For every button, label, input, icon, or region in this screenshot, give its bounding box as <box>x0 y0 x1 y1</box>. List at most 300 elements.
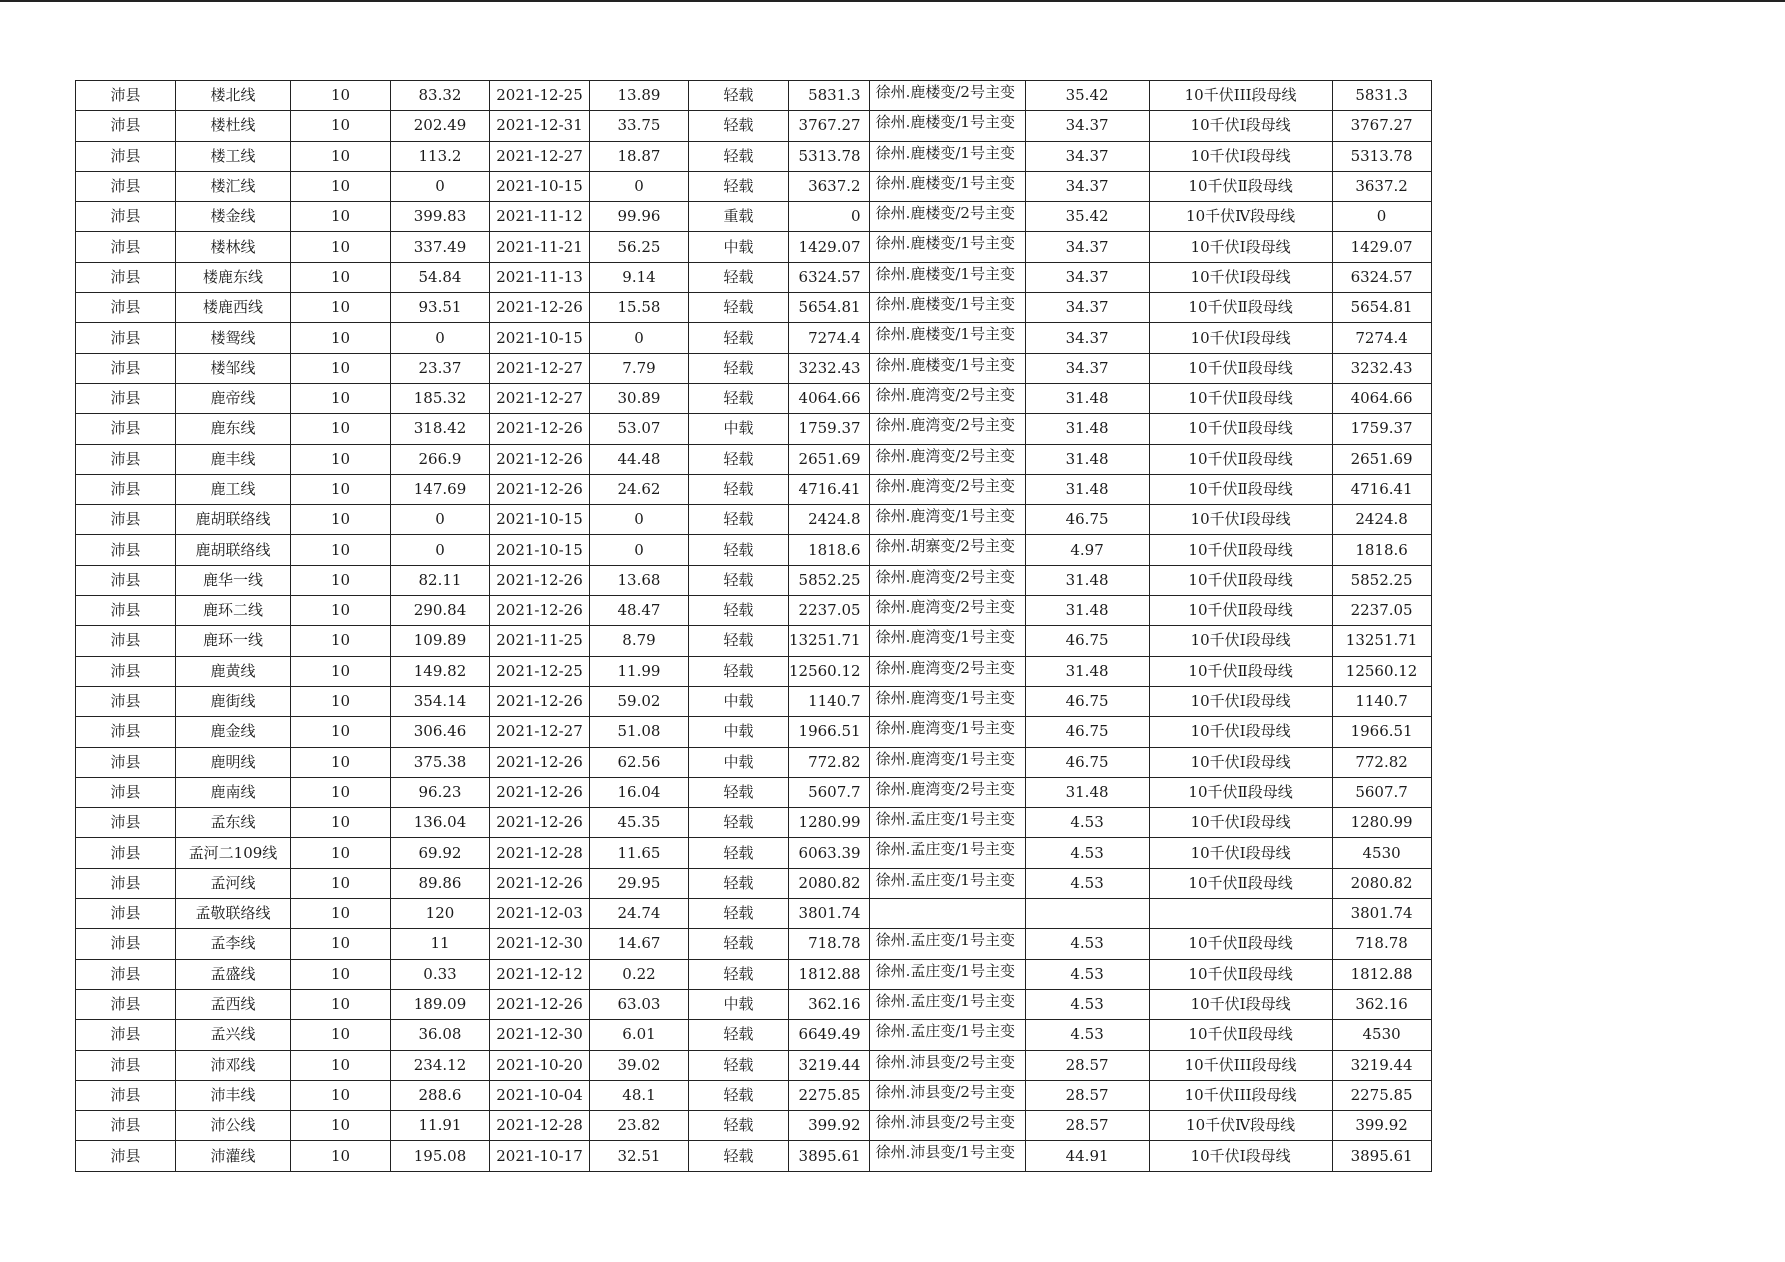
substation-cell <box>869 899 1025 929</box>
county-cell: 沛县 <box>76 929 176 959</box>
substation-cell <box>869 383 1025 413</box>
transformer-rate-cell: 31.48 <box>1025 383 1149 413</box>
load-status-cell: 轻载 <box>689 656 789 686</box>
load-status-cell: 轻载 <box>689 262 789 292</box>
available-cell: 362.16 <box>1332 989 1431 1019</box>
line-name-cell: 鹿丰线 <box>176 444 291 474</box>
line-name-cell: 鹿环一线 <box>176 626 291 656</box>
load-cell: 290.84 <box>391 596 490 626</box>
busbar-cell: 10千伏Ⅰ段母线 <box>1149 989 1332 1019</box>
available-cell: 4716.41 <box>1332 474 1431 504</box>
date-cell: 2021-12-26 <box>490 414 590 444</box>
capacity-cell: 3767.27 <box>789 111 870 141</box>
capacity-cell: 2237.05 <box>789 596 870 626</box>
load-rate-cell: 33.75 <box>590 111 689 141</box>
county-cell: 沛县 <box>76 141 176 171</box>
date-cell: 2021-12-26 <box>490 596 590 626</box>
line-name-cell: 孟李线 <box>176 929 291 959</box>
load-cell: 202.49 <box>391 111 490 141</box>
line-name-cell: 楼金线 <box>176 202 291 232</box>
load-rate-cell: 23.82 <box>590 1111 689 1141</box>
capacity-cell: 2275.85 <box>789 1080 870 1110</box>
voltage-cell: 10 <box>291 989 391 1019</box>
transformer-rate-cell: 46.75 <box>1025 747 1149 777</box>
substation-cell <box>869 414 1025 444</box>
substation-text: 徐州.孟庄变/1号主变 <box>875 840 1015 859</box>
substation-text: 徐州.鹿楼变/1号主变 <box>875 295 1015 314</box>
substation-cell <box>869 717 1025 747</box>
substation-cell <box>869 838 1025 868</box>
date-cell: 2021-12-27 <box>490 383 590 413</box>
line-name-cell: 鹿街线 <box>176 686 291 716</box>
substation-cell <box>869 747 1025 777</box>
available-cell: 3895.61 <box>1332 1141 1431 1171</box>
load-rate-cell: 44.48 <box>590 444 689 474</box>
busbar-cell: 10千伏III段母线 <box>1149 1050 1332 1080</box>
substation-cell <box>869 1080 1025 1110</box>
date-cell: 2021-10-04 <box>490 1080 590 1110</box>
transformer-rate-cell: 28.57 <box>1025 1050 1149 1080</box>
capacity-cell: 12560.12 <box>789 656 870 686</box>
date-cell: 2021-11-21 <box>490 232 590 262</box>
transformer-rate-cell: 4.53 <box>1025 838 1149 868</box>
capacity-cell: 362.16 <box>789 989 870 1019</box>
county-cell: 沛县 <box>76 626 176 656</box>
load-cell: 318.42 <box>391 414 490 444</box>
table-row <box>76 141 1432 171</box>
busbar-cell: 10千伏III段母线 <box>1149 1080 1332 1110</box>
line-name-cell: 孟西线 <box>176 989 291 1019</box>
load-rate-cell: 7.79 <box>590 353 689 383</box>
available-cell: 772.82 <box>1332 747 1431 777</box>
table-row <box>76 1050 1432 1080</box>
available-cell: 12560.12 <box>1332 656 1431 686</box>
line-name-cell: 楼邹线 <box>176 353 291 383</box>
line-name-cell: 楼鹿东线 <box>176 262 291 292</box>
substation-text: 徐州.鹿楼变/1号主变 <box>875 325 1015 344</box>
load-cell: 113.2 <box>391 141 490 171</box>
load-rate-cell: 51.08 <box>590 717 689 747</box>
load-status-cell: 轻载 <box>689 777 789 807</box>
load-rate-cell: 48.1 <box>590 1080 689 1110</box>
available-cell: 1140.7 <box>1332 686 1431 716</box>
substation-cell <box>869 565 1025 595</box>
date-cell: 2021-12-28 <box>490 1111 590 1141</box>
substation-text: 徐州.鹿楼变/1号主变 <box>875 264 1015 283</box>
capacity-cell: 5654.81 <box>789 293 870 323</box>
voltage-cell: 10 <box>291 141 391 171</box>
capacity-cell: 3637.2 <box>789 171 870 201</box>
substation-cell <box>869 596 1025 626</box>
busbar-cell: 10千伏Ⅱ段母线 <box>1149 1020 1332 1050</box>
line-name-cell: 鹿黄线 <box>176 656 291 686</box>
substation-cell <box>869 1020 1025 1050</box>
capacity-cell: 6324.57 <box>789 262 870 292</box>
busbar-cell: 10千伏Ⅰ段母线 <box>1149 747 1332 777</box>
county-cell: 沛县 <box>76 1141 176 1171</box>
county-cell: 沛县 <box>76 868 176 898</box>
line-name-cell: 孟东线 <box>176 808 291 838</box>
substation-text: 徐州.沛县变/2号主变 <box>875 1052 1015 1071</box>
voltage-cell: 10 <box>291 444 391 474</box>
load-rate-cell: 0.22 <box>590 959 689 989</box>
transformer-rate-cell: 4.53 <box>1025 989 1149 1019</box>
busbar-cell: 10千伏Ⅱ段母线 <box>1149 959 1332 989</box>
load-cell: 11 <box>391 929 490 959</box>
load-status-cell: 轻载 <box>689 565 789 595</box>
busbar-cell: 10千伏Ⅱ段母线 <box>1149 868 1332 898</box>
line-name-cell: 鹿南线 <box>176 777 291 807</box>
table-row <box>76 171 1432 201</box>
table-row <box>76 232 1432 262</box>
table-row <box>76 474 1432 504</box>
county-cell: 沛县 <box>76 414 176 444</box>
available-cell: 3219.44 <box>1332 1050 1431 1080</box>
transformer-rate-cell: 44.91 <box>1025 1141 1149 1171</box>
table-row <box>76 868 1432 898</box>
load-cell: 36.08 <box>391 1020 490 1050</box>
line-name-cell: 沛灌线 <box>176 1141 291 1171</box>
load-cell: 375.38 <box>391 747 490 777</box>
table-row <box>76 1080 1432 1110</box>
date-cell: 2021-10-15 <box>490 171 590 201</box>
line-name-cell: 鹿金线 <box>176 717 291 747</box>
voltage-cell: 10 <box>291 232 391 262</box>
voltage-cell: 10 <box>291 838 391 868</box>
line-name-cell: 鹿帝线 <box>176 383 291 413</box>
voltage-cell: 10 <box>291 959 391 989</box>
substation-text: 徐州.鹿楼变/1号主变 <box>875 234 1015 253</box>
load-status-cell: 重载 <box>689 202 789 232</box>
capacity-cell: 718.78 <box>789 929 870 959</box>
load-status-cell: 轻载 <box>689 353 789 383</box>
capacity-cell: 7274.4 <box>789 323 870 353</box>
substation-text: 徐州.鹿楼变/1号主变 <box>875 173 1015 192</box>
available-cell: 4530 <box>1332 838 1431 868</box>
load-cell: 0 <box>391 171 490 201</box>
table-row <box>76 1020 1432 1050</box>
load-cell: 89.86 <box>391 868 490 898</box>
available-cell: 1759.37 <box>1332 414 1431 444</box>
busbar-cell: 10千伏Ⅰ段母线 <box>1149 232 1332 262</box>
load-status-cell: 轻载 <box>689 474 789 504</box>
voltage-cell: 10 <box>291 474 391 504</box>
voltage-cell: 10 <box>291 686 391 716</box>
busbar-cell: 10千伏Ⅰ段母线 <box>1149 1141 1332 1171</box>
available-cell: 4064.66 <box>1332 383 1431 413</box>
capacity-cell: 1429.07 <box>789 232 870 262</box>
substation-cell <box>869 535 1025 565</box>
line-name-cell: 鹿环二线 <box>176 596 291 626</box>
voltage-cell: 10 <box>291 262 391 292</box>
load-cell: 83.32 <box>391 81 490 111</box>
load-cell: 109.89 <box>391 626 490 656</box>
load-cell: 399.83 <box>391 202 490 232</box>
substation-cell <box>869 202 1025 232</box>
substation-cell <box>869 626 1025 656</box>
substation-cell <box>869 686 1025 716</box>
load-rate-cell: 14.67 <box>590 929 689 959</box>
load-cell: 288.6 <box>391 1080 490 1110</box>
load-status-cell: 轻载 <box>689 1141 789 1171</box>
table-row <box>76 717 1432 747</box>
date-cell: 2021-12-25 <box>490 81 590 111</box>
busbar-cell: 10千伏Ⅱ段母线 <box>1149 171 1332 201</box>
voltage-cell: 10 <box>291 293 391 323</box>
load-rate-cell: 0 <box>590 505 689 535</box>
available-cell: 1429.07 <box>1332 232 1431 262</box>
table-row <box>76 293 1432 323</box>
county-cell: 沛县 <box>76 777 176 807</box>
voltage-cell: 10 <box>291 353 391 383</box>
date-cell: 2021-12-27 <box>490 717 590 747</box>
load-rate-cell: 9.14 <box>590 262 689 292</box>
transformer-rate-cell: 46.75 <box>1025 717 1149 747</box>
table-row <box>76 656 1432 686</box>
transformer-rate-cell: 34.37 <box>1025 232 1149 262</box>
date-cell: 2021-11-12 <box>490 202 590 232</box>
load-rate-cell: 29.95 <box>590 868 689 898</box>
capacity-cell: 1818.6 <box>789 535 870 565</box>
line-name-cell: 楼工线 <box>176 141 291 171</box>
available-cell: 2080.82 <box>1332 868 1431 898</box>
line-name-cell: 鹿华一线 <box>176 565 291 595</box>
load-cell: 120 <box>391 899 490 929</box>
capacity-cell: 3219.44 <box>789 1050 870 1080</box>
transformer-rate-cell: 35.42 <box>1025 81 1149 111</box>
load-rate-cell: 18.87 <box>590 141 689 171</box>
load-rate-cell: 0 <box>590 171 689 201</box>
voltage-cell: 10 <box>291 414 391 444</box>
voltage-cell: 10 <box>291 929 391 959</box>
load-cell: 147.69 <box>391 474 490 504</box>
available-cell: 6324.57 <box>1332 262 1431 292</box>
county-cell: 沛县 <box>76 686 176 716</box>
substation-cell <box>869 808 1025 838</box>
load-status-cell: 轻载 <box>689 626 789 656</box>
substation-text: 徐州.沛县变/2号主变 <box>875 1113 1015 1132</box>
table-row <box>76 505 1432 535</box>
available-cell: 7274.4 <box>1332 323 1431 353</box>
load-rate-cell: 48.47 <box>590 596 689 626</box>
substation-text: 徐州.孟庄变/1号主变 <box>875 961 1015 980</box>
substation-cell <box>869 474 1025 504</box>
transformer-rate-cell: 35.42 <box>1025 202 1149 232</box>
capacity-cell: 5607.7 <box>789 777 870 807</box>
substation-text: 徐州.鹿湾变/1号主变 <box>875 688 1015 707</box>
capacity-cell: 5852.25 <box>789 565 870 595</box>
substation-text: 徐州.沛县变/2号主变 <box>875 1082 1015 1101</box>
load-status-cell: 轻载 <box>689 111 789 141</box>
capacity-cell: 4064.66 <box>789 383 870 413</box>
substation-text: 徐州.鹿楼变/2号主变 <box>875 83 1015 101</box>
load-status-cell: 轻载 <box>689 596 789 626</box>
line-name-cell: 沛公线 <box>176 1111 291 1141</box>
transformer-rate-cell: 34.37 <box>1025 171 1149 201</box>
load-status-cell: 轻载 <box>689 808 789 838</box>
load-cell: 266.9 <box>391 444 490 474</box>
substation-cell <box>869 989 1025 1019</box>
load-rate-cell: 13.89 <box>590 81 689 111</box>
load-status-cell: 中载 <box>689 686 789 716</box>
table-row <box>76 777 1432 807</box>
load-cell: 234.12 <box>391 1050 490 1080</box>
table-row <box>76 596 1432 626</box>
line-name-cell: 楼汇线 <box>176 171 291 201</box>
load-cell: 185.32 <box>391 383 490 413</box>
load-rate-cell: 39.02 <box>590 1050 689 1080</box>
busbar-cell: 10千伏Ⅱ段母线 <box>1149 414 1332 444</box>
capacity-cell: 4716.41 <box>789 474 870 504</box>
load-status-cell: 中载 <box>689 414 789 444</box>
available-cell: 1966.51 <box>1332 717 1431 747</box>
voltage-cell: 10 <box>291 565 391 595</box>
capacity-cell: 2651.69 <box>789 444 870 474</box>
county-cell: 沛县 <box>76 899 176 929</box>
available-cell: 1818.6 <box>1332 535 1431 565</box>
capacity-cell: 1280.99 <box>789 808 870 838</box>
load-cell: 69.92 <box>391 838 490 868</box>
transformer-rate-cell: 4.53 <box>1025 868 1149 898</box>
table-row <box>76 202 1432 232</box>
date-cell: 2021-11-13 <box>490 262 590 292</box>
county-cell: 沛县 <box>76 111 176 141</box>
line-name-cell: 孟盛线 <box>176 959 291 989</box>
line-name-cell: 楼杜线 <box>176 111 291 141</box>
date-cell: 2021-12-26 <box>490 868 590 898</box>
busbar-cell: 10千伏Ⅱ段母线 <box>1149 596 1332 626</box>
load-status-cell: 轻载 <box>689 535 789 565</box>
county-cell: 沛县 <box>76 596 176 626</box>
busbar-cell: 10千伏Ⅱ段母线 <box>1149 353 1332 383</box>
available-cell: 2275.85 <box>1332 1080 1431 1110</box>
voltage-cell: 10 <box>291 868 391 898</box>
substation-text: 徐州.鹿楼变/1号主变 <box>875 113 1015 132</box>
data-table <box>75 80 1432 1172</box>
line-name-cell: 孟兴线 <box>176 1020 291 1050</box>
line-name-cell: 鹿明线 <box>176 747 291 777</box>
load-rate-cell: 30.89 <box>590 383 689 413</box>
line-name-cell: 楼北线 <box>176 81 291 111</box>
transformer-rate-cell: 31.48 <box>1025 777 1149 807</box>
load-cell: 0.33 <box>391 959 490 989</box>
load-rate-cell: 59.02 <box>590 686 689 716</box>
table-row <box>76 1111 1432 1141</box>
load-cell: 0 <box>391 323 490 353</box>
available-cell: 2651.69 <box>1332 444 1431 474</box>
busbar-cell: 10千伏Ⅰ段母线 <box>1149 141 1332 171</box>
voltage-cell: 10 <box>291 81 391 111</box>
load-status-cell: 轻载 <box>689 323 789 353</box>
county-cell: 沛县 <box>76 383 176 413</box>
load-status-cell: 轻载 <box>689 81 789 111</box>
substation-text: 徐州.孟庄变/1号主变 <box>875 810 1015 829</box>
busbar-cell: 10千伏Ⅰ段母线 <box>1149 808 1332 838</box>
date-cell: 2021-12-26 <box>490 989 590 1019</box>
busbar-cell: 10千伏Ⅱ段母线 <box>1149 293 1332 323</box>
capacity-cell: 13251.71 <box>789 626 870 656</box>
substation-text: 徐州.孟庄变/1号主变 <box>875 870 1015 889</box>
transformer-rate-cell: 31.48 <box>1025 596 1149 626</box>
date-cell: 2021-12-26 <box>490 565 590 595</box>
busbar-cell: 10千伏Ⅱ段母线 <box>1149 535 1332 565</box>
county-cell: 沛县 <box>76 1080 176 1110</box>
table-row <box>76 444 1432 474</box>
transformer-rate-cell: 4.97 <box>1025 535 1149 565</box>
busbar-cell: 10千伏Ⅰ段母线 <box>1149 111 1332 141</box>
substation-cell <box>869 262 1025 292</box>
load-rate-cell: 32.51 <box>590 1141 689 1171</box>
table-row <box>76 323 1432 353</box>
load-status-cell: 轻载 <box>689 1111 789 1141</box>
voltage-cell: 10 <box>291 202 391 232</box>
load-cell: 82.11 <box>391 565 490 595</box>
date-cell: 2021-12-26 <box>490 293 590 323</box>
date-cell: 2021-12-12 <box>490 959 590 989</box>
voltage-cell: 10 <box>291 1050 391 1080</box>
busbar-cell <box>1149 899 1332 929</box>
county-cell: 沛县 <box>76 232 176 262</box>
load-cell: 0 <box>391 535 490 565</box>
voltage-cell: 10 <box>291 626 391 656</box>
capacity-cell: 1812.88 <box>789 959 870 989</box>
load-status-cell: 中载 <box>689 989 789 1019</box>
line-name-cell: 鹿东线 <box>176 414 291 444</box>
date-cell: 2021-10-20 <box>490 1050 590 1080</box>
load-rate-cell: 11.99 <box>590 656 689 686</box>
date-cell: 2021-12-26 <box>490 686 590 716</box>
load-cell: 93.51 <box>391 293 490 323</box>
load-cell: 337.49 <box>391 232 490 262</box>
substation-text: 徐州.胡寨变/2号主变 <box>875 537 1015 556</box>
capacity-cell: 1140.7 <box>789 686 870 716</box>
load-rate-cell: 0 <box>590 323 689 353</box>
table-row <box>76 838 1432 868</box>
table-row <box>76 1141 1432 1171</box>
date-cell: 2021-12-28 <box>490 838 590 868</box>
available-cell: 3801.74 <box>1332 899 1431 929</box>
busbar-cell: 10千伏Ⅰ段母线 <box>1149 262 1332 292</box>
substation-cell <box>869 777 1025 807</box>
substation-text: 徐州.鹿湾变/2号主变 <box>875 598 1015 617</box>
table-row <box>76 414 1432 444</box>
busbar-cell: 10千伏Ⅰ段母线 <box>1149 717 1332 747</box>
busbar-cell: 10千伏Ⅳ段母线 <box>1149 1111 1332 1141</box>
county-cell: 沛县 <box>76 838 176 868</box>
table-row <box>76 353 1432 383</box>
county-cell: 沛县 <box>76 262 176 292</box>
load-cell: 96.23 <box>391 777 490 807</box>
load-status-cell: 轻载 <box>689 959 789 989</box>
available-cell: 5831.3 <box>1332 81 1431 111</box>
load-cell: 149.82 <box>391 656 490 686</box>
date-cell: 2021-12-27 <box>490 353 590 383</box>
available-cell: 5313.78 <box>1332 141 1431 171</box>
voltage-cell: 10 <box>291 1141 391 1171</box>
load-rate-cell: 16.04 <box>590 777 689 807</box>
load-rate-cell: 99.96 <box>590 202 689 232</box>
voltage-cell: 10 <box>291 171 391 201</box>
table-row <box>76 535 1432 565</box>
county-cell: 沛县 <box>76 474 176 504</box>
transformer-rate-cell: 31.48 <box>1025 565 1149 595</box>
table-row <box>76 808 1432 838</box>
busbar-cell: 10千伏Ⅱ段母线 <box>1149 444 1332 474</box>
substation-text: 徐州.鹿湾变/2号主变 <box>875 476 1015 495</box>
county-cell: 沛县 <box>76 1020 176 1050</box>
substation-cell <box>869 1111 1025 1141</box>
date-cell: 2021-10-15 <box>490 535 590 565</box>
